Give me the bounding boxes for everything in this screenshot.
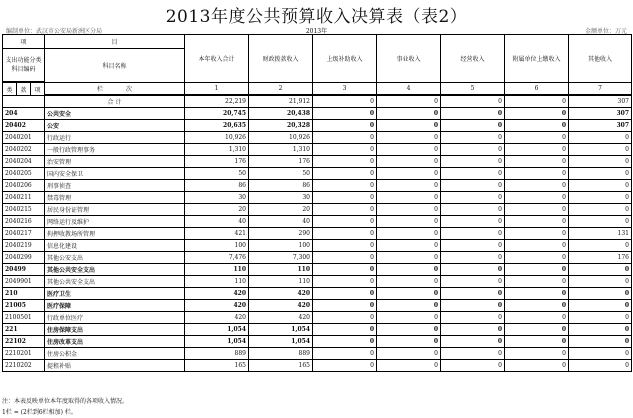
row-value-col-1: 20,635 bbox=[185, 120, 249, 132]
code-label: 支出功能分类科目编码 bbox=[3, 49, 45, 82]
row-value-col-2: 50 bbox=[249, 168, 313, 180]
table-row bbox=[3, 156, 632, 168]
row-value-col-4: 0 bbox=[377, 312, 441, 324]
row-code: 2210201 bbox=[3, 348, 45, 360]
row-value-col-6: 0 bbox=[505, 336, 569, 348]
row-code: 2040219 bbox=[3, 240, 45, 252]
row-value-col-1: 7,476 bbox=[185, 252, 249, 264]
table-row bbox=[3, 192, 632, 204]
row-value-col-7: 0 bbox=[569, 312, 632, 324]
row-value-col-2: 420 bbox=[249, 312, 313, 324]
row-value-col-4: 0 bbox=[377, 192, 441, 204]
row-value-col-4: 0 bbox=[377, 264, 441, 276]
row-name: 刑事侦查 bbox=[45, 180, 185, 192]
table-row bbox=[3, 264, 632, 276]
table-row bbox=[3, 300, 632, 312]
row-value-col-5: 0 bbox=[441, 240, 505, 252]
row-value-col-6: 0 bbox=[505, 348, 569, 360]
row-value-col-5: 0 bbox=[441, 252, 505, 264]
row-code: 21005 bbox=[3, 300, 45, 312]
row-value-col-2: 7,300 bbox=[249, 252, 313, 264]
row-value-col-3: 0 bbox=[313, 324, 377, 336]
row-value-col-1: 20,745 bbox=[185, 108, 249, 120]
row-value-col-4: 0 bbox=[377, 336, 441, 348]
lanci-label: 栏 次 bbox=[45, 83, 185, 95]
row-value-col-1: 40 bbox=[185, 216, 249, 228]
row-code: 2040201 bbox=[3, 132, 45, 144]
row-code: 20402 bbox=[3, 120, 45, 132]
row-value-col-7: 0 bbox=[569, 324, 632, 336]
table-row bbox=[3, 144, 632, 156]
row-value-col-7: 0 bbox=[569, 300, 632, 312]
row-value-col-3: 0 bbox=[313, 336, 377, 348]
budget-table bbox=[2, 34, 632, 372]
lei-label: 类 bbox=[3, 83, 17, 96]
row-value-col-7: 176 bbox=[569, 252, 632, 264]
row-name: 拘押收教场所管理 bbox=[45, 228, 185, 240]
row-value-col-7: 0 bbox=[569, 156, 632, 168]
col-index-3: 3 bbox=[313, 83, 377, 95]
row-code: 2040202 bbox=[3, 144, 45, 156]
row-value-col-2: 20 bbox=[249, 204, 313, 216]
row-code: 221 bbox=[3, 324, 45, 336]
row-value-col-4: 0 bbox=[377, 180, 441, 192]
row-value-col-6: 0 bbox=[505, 300, 569, 312]
row-value-col-3: 0 bbox=[313, 264, 377, 276]
row-value-col-2: 100 bbox=[249, 240, 313, 252]
row-value-col-3: 0 bbox=[313, 156, 377, 168]
row-name: 网络运行及维护 bbox=[45, 216, 185, 228]
row-value-col-6: 0 bbox=[505, 312, 569, 324]
row-value-col-3: 0 bbox=[313, 132, 377, 144]
row-value-col-1: 10,926 bbox=[185, 132, 249, 144]
row-value-col-2: 1,310 bbox=[249, 144, 313, 156]
row-value-col-1: 86 bbox=[185, 180, 249, 192]
row-value-col-3: 0 bbox=[313, 228, 377, 240]
row-value-col-7: 0 bbox=[569, 288, 632, 300]
table-body bbox=[3, 96, 632, 372]
row-value-col-6: 0 bbox=[505, 264, 569, 276]
row-value-col-1: 165 bbox=[185, 360, 249, 372]
row-value-col-2: 420 bbox=[249, 300, 313, 312]
row-value-col-4: 0 bbox=[377, 288, 441, 300]
row-value-col-7: 307 bbox=[569, 108, 632, 120]
row-value-col-1: 22,219 bbox=[185, 96, 249, 108]
table-row bbox=[3, 108, 632, 120]
row-value-col-6: 0 bbox=[505, 324, 569, 336]
row-value-col-4: 0 bbox=[377, 168, 441, 180]
row-value-col-3: 0 bbox=[313, 216, 377, 228]
row-value-col-7: 0 bbox=[569, 132, 632, 144]
row-name: 一般行政管理事务 bbox=[45, 144, 185, 156]
col-index-2: 2 bbox=[249, 83, 313, 95]
row-value-col-1: 421 bbox=[185, 228, 249, 240]
row-name: 其他公共安全支出 bbox=[45, 276, 185, 288]
row-value-col-6: 0 bbox=[505, 132, 569, 144]
row-value-col-2: 110 bbox=[249, 264, 313, 276]
row-value-col-1: 1,054 bbox=[185, 324, 249, 336]
row-value-col-1: 420 bbox=[185, 288, 249, 300]
row-value-col-7: 0 bbox=[569, 180, 632, 192]
row-value-col-3: 0 bbox=[313, 360, 377, 372]
row-value-col-2: 20,328 bbox=[249, 120, 313, 132]
row-value-col-5: 0 bbox=[441, 312, 505, 324]
row-value-col-4: 0 bbox=[377, 132, 441, 144]
row-code: 2210202 bbox=[3, 360, 45, 372]
row-value-col-2: 30 bbox=[249, 192, 313, 204]
col-header-superior: 上级补助收入 bbox=[313, 35, 377, 83]
row-value-col-2: 10,926 bbox=[249, 132, 313, 144]
row-code: 204 bbox=[3, 108, 45, 120]
row-value-col-3: 0 bbox=[313, 108, 377, 120]
table-row bbox=[3, 324, 632, 336]
row-value-col-2: 1,054 bbox=[249, 336, 313, 348]
row-value-col-1: 50 bbox=[185, 168, 249, 180]
row-value-col-6: 0 bbox=[505, 276, 569, 288]
report-year: 2013年 bbox=[305, 28, 328, 35]
row-value-col-2: 1,054 bbox=[249, 324, 313, 336]
row-code: 2040211 bbox=[3, 192, 45, 204]
col-header-fiscal: 财政拨款收入 bbox=[249, 35, 313, 83]
row-value-col-5: 0 bbox=[441, 132, 505, 144]
row-value-col-4: 0 bbox=[377, 120, 441, 132]
row-value-col-5: 0 bbox=[441, 276, 505, 288]
col-index-6: 6 bbox=[505, 83, 569, 95]
row-value-col-3: 0 bbox=[313, 120, 377, 132]
row-code: 20499 bbox=[3, 264, 45, 276]
row-value-col-3: 0 bbox=[313, 240, 377, 252]
row-name: 住房公积金 bbox=[45, 348, 185, 360]
row-value-col-3: 0 bbox=[313, 288, 377, 300]
row-value-col-3: 0 bbox=[313, 204, 377, 216]
table-row bbox=[3, 336, 632, 348]
row-value-col-1: 176 bbox=[185, 156, 249, 168]
table-row bbox=[3, 204, 632, 216]
row-value-col-7: 0 bbox=[569, 336, 632, 348]
row-name: 行政单位医疗 bbox=[45, 312, 185, 324]
row-code: 2040217 bbox=[3, 228, 45, 240]
table-row bbox=[3, 252, 632, 264]
row-value-col-2: 110 bbox=[249, 276, 313, 288]
row-code: 2049901 bbox=[3, 276, 45, 288]
report-title: 2013年度公共预算收入决算表（表2） bbox=[165, 7, 468, 27]
row-value-col-5: 0 bbox=[441, 360, 505, 372]
row-value-col-1: 110 bbox=[185, 276, 249, 288]
row-name: 住房改革支出 bbox=[45, 336, 185, 348]
table-row bbox=[3, 216, 632, 228]
footnote-2: 1栏 = (2栏到6栏相加) 栏。 bbox=[2, 409, 77, 416]
row-value-col-4: 0 bbox=[377, 324, 441, 336]
table-row bbox=[3, 180, 632, 192]
row-code: 22102 bbox=[3, 336, 45, 348]
row-value-col-7: 0 bbox=[569, 264, 632, 276]
table-row bbox=[3, 120, 632, 132]
row-value-col-2: 40 bbox=[249, 216, 313, 228]
row-code: 210 bbox=[3, 288, 45, 300]
row-value-col-2: 889 bbox=[249, 348, 313, 360]
table-row bbox=[3, 276, 632, 288]
row-value-col-5: 0 bbox=[441, 180, 505, 192]
row-code: 2040299 bbox=[3, 252, 45, 264]
col-header-other: 其他收入 bbox=[569, 35, 632, 83]
row-value-col-3: 0 bbox=[313, 96, 377, 108]
row-value-col-5: 0 bbox=[441, 108, 505, 120]
row-value-col-4: 0 bbox=[377, 360, 441, 372]
row-name: 信息化建设 bbox=[45, 240, 185, 252]
row-code: 2040215 bbox=[3, 204, 45, 216]
row-value-col-3: 0 bbox=[313, 168, 377, 180]
row-name: 治安管理 bbox=[45, 156, 185, 168]
row-value-col-3: 0 bbox=[313, 348, 377, 360]
row-value-col-4: 0 bbox=[377, 204, 441, 216]
header-project-left: 项 bbox=[3, 35, 45, 49]
row-value-col-5: 0 bbox=[441, 192, 505, 204]
row-name: 提租补贴 bbox=[45, 360, 185, 372]
row-value-col-7: 0 bbox=[569, 216, 632, 228]
row-value-col-6: 0 bbox=[505, 168, 569, 180]
name-label: 科目名称 bbox=[45, 49, 185, 83]
row-value-col-3: 0 bbox=[313, 180, 377, 192]
row-value-col-6: 0 bbox=[505, 108, 569, 120]
row-value-col-4: 0 bbox=[377, 156, 441, 168]
row-value-col-6: 0 bbox=[505, 156, 569, 168]
row-value-col-5: 0 bbox=[441, 228, 505, 240]
row-value-col-4: 0 bbox=[377, 276, 441, 288]
row-value-col-7: 0 bbox=[569, 240, 632, 252]
row-code: 2040204 bbox=[3, 156, 45, 168]
table-row bbox=[3, 348, 632, 360]
row-value-col-5: 0 bbox=[441, 144, 505, 156]
col-index-4: 4 bbox=[377, 83, 441, 95]
row-name: 医疗保障 bbox=[45, 300, 185, 312]
col-header-business: 事业收入 bbox=[377, 35, 441, 83]
row-value-col-2: 165 bbox=[249, 360, 313, 372]
row-value-col-6: 0 bbox=[505, 192, 569, 204]
row-name: 公安 bbox=[45, 120, 185, 132]
col-header-operating: 经营收入 bbox=[441, 35, 505, 83]
row-value-col-5: 0 bbox=[441, 120, 505, 132]
row-value-col-7: 0 bbox=[569, 192, 632, 204]
row-value-col-5: 0 bbox=[441, 96, 505, 108]
row-value-col-6: 0 bbox=[505, 216, 569, 228]
row-value-col-4: 0 bbox=[377, 300, 441, 312]
row-value-col-2: 86 bbox=[249, 180, 313, 192]
row-value-col-3: 0 bbox=[313, 192, 377, 204]
col-index-5: 5 bbox=[441, 83, 505, 95]
col-header-total: 本年收入合计 bbox=[185, 35, 249, 83]
row-name: 居民身份证管理 bbox=[45, 204, 185, 216]
row-value-col-7: 0 bbox=[569, 144, 632, 156]
row-value-col-6: 0 bbox=[505, 360, 569, 372]
row-name: 行政运行 bbox=[45, 132, 185, 144]
row-value-col-1: 100 bbox=[185, 240, 249, 252]
table-row bbox=[3, 168, 632, 180]
row-value-col-2: 21,912 bbox=[249, 96, 313, 108]
row-value-col-1: 30 bbox=[185, 192, 249, 204]
row-value-col-1: 420 bbox=[185, 300, 249, 312]
row-value-col-4: 0 bbox=[377, 228, 441, 240]
footnote-1: 注：本表反映单位本年度取得的各项收入情况。 bbox=[2, 398, 129, 405]
row-value-col-1: 1,054 bbox=[185, 336, 249, 348]
row-code bbox=[3, 96, 45, 108]
row-name: 合 计 bbox=[45, 96, 185, 108]
row-value-col-2: 420 bbox=[249, 288, 313, 300]
row-name: 国内安全保卫 bbox=[45, 168, 185, 180]
row-value-col-5: 0 bbox=[441, 168, 505, 180]
row-code: 2040205 bbox=[3, 168, 45, 180]
table-row bbox=[3, 228, 632, 240]
row-value-col-5: 0 bbox=[441, 288, 505, 300]
table-row bbox=[3, 288, 632, 300]
row-name: 医疗卫生 bbox=[45, 288, 185, 300]
row-value-col-4: 0 bbox=[377, 240, 441, 252]
row-value-col-5: 0 bbox=[441, 324, 505, 336]
row-value-col-6: 0 bbox=[505, 96, 569, 108]
row-value-col-5: 0 bbox=[441, 264, 505, 276]
row-value-col-7: 0 bbox=[569, 204, 632, 216]
row-value-col-6: 0 bbox=[505, 228, 569, 240]
row-value-col-4: 0 bbox=[377, 252, 441, 264]
row-value-col-5: 0 bbox=[441, 156, 505, 168]
row-name: 其他公共安全支出 bbox=[45, 264, 185, 276]
kuan-label: 款 bbox=[17, 83, 31, 96]
row-value-col-4: 0 bbox=[377, 108, 441, 120]
table-row bbox=[3, 132, 632, 144]
table-row bbox=[3, 240, 632, 252]
row-name: 禁毒管理 bbox=[45, 192, 185, 204]
row-value-col-1: 420 bbox=[185, 312, 249, 324]
row-value-col-7: 0 bbox=[569, 360, 632, 372]
table-row bbox=[3, 312, 632, 324]
row-value-col-2: 290 bbox=[249, 228, 313, 240]
row-value-col-5: 0 bbox=[441, 204, 505, 216]
table-row bbox=[3, 360, 632, 372]
row-value-col-5: 0 bbox=[441, 216, 505, 228]
row-value-col-5: 0 bbox=[441, 348, 505, 360]
row-name: 住房保障支出 bbox=[45, 324, 185, 336]
xiang-label: 项 bbox=[31, 83, 45, 96]
row-value-col-4: 0 bbox=[377, 348, 441, 360]
row-value-col-6: 0 bbox=[505, 144, 569, 156]
row-value-col-1: 20 bbox=[185, 204, 249, 216]
row-name: 其他公安支出 bbox=[45, 252, 185, 264]
row-value-col-5: 0 bbox=[441, 336, 505, 348]
row-value-col-7: 0 bbox=[569, 348, 632, 360]
col-header-affiliated: 附属单位上缴收入 bbox=[505, 35, 569, 83]
row-value-col-1: 1,310 bbox=[185, 144, 249, 156]
row-value-col-6: 0 bbox=[505, 252, 569, 264]
col-index-7: 7 bbox=[569, 83, 632, 95]
header-project-right: 目 bbox=[45, 35, 185, 49]
row-value-col-3: 0 bbox=[313, 276, 377, 288]
row-value-col-6: 0 bbox=[505, 288, 569, 300]
row-value-col-1: 110 bbox=[185, 264, 249, 276]
row-value-col-4: 0 bbox=[377, 216, 441, 228]
table-row bbox=[3, 96, 632, 108]
row-value-col-4: 0 bbox=[377, 144, 441, 156]
row-value-col-5: 0 bbox=[441, 300, 505, 312]
row-value-col-7: 0 bbox=[569, 168, 632, 180]
row-code: 2100501 bbox=[3, 312, 45, 324]
row-value-col-6: 0 bbox=[505, 180, 569, 192]
row-code: 2040216 bbox=[3, 216, 45, 228]
row-value-col-7: 307 bbox=[569, 120, 632, 132]
row-value-col-2: 20,438 bbox=[249, 108, 313, 120]
unit-label: 编制单位：武汉市公安局新洲区分局 bbox=[6, 28, 103, 35]
row-name: 公共安全 bbox=[45, 108, 185, 120]
row-value-col-6: 0 bbox=[505, 204, 569, 216]
row-value-col-3: 0 bbox=[313, 300, 377, 312]
row-value-col-1: 889 bbox=[185, 348, 249, 360]
row-code: 2040206 bbox=[3, 180, 45, 192]
row-value-col-6: 0 bbox=[505, 120, 569, 132]
row-value-col-7: 131 bbox=[569, 228, 632, 240]
row-value-col-3: 0 bbox=[313, 144, 377, 156]
row-value-col-3: 0 bbox=[313, 252, 377, 264]
money-unit-label: 金额单位：万元 bbox=[584, 28, 627, 35]
row-value-col-4: 0 bbox=[377, 96, 441, 108]
row-value-col-7: 307 bbox=[569, 96, 632, 108]
row-value-col-3: 0 bbox=[313, 312, 377, 324]
row-value-col-7: 0 bbox=[569, 276, 632, 288]
col-index-1: 1 bbox=[185, 83, 249, 95]
row-value-col-6: 0 bbox=[505, 240, 569, 252]
row-value-col-2: 176 bbox=[249, 156, 313, 168]
